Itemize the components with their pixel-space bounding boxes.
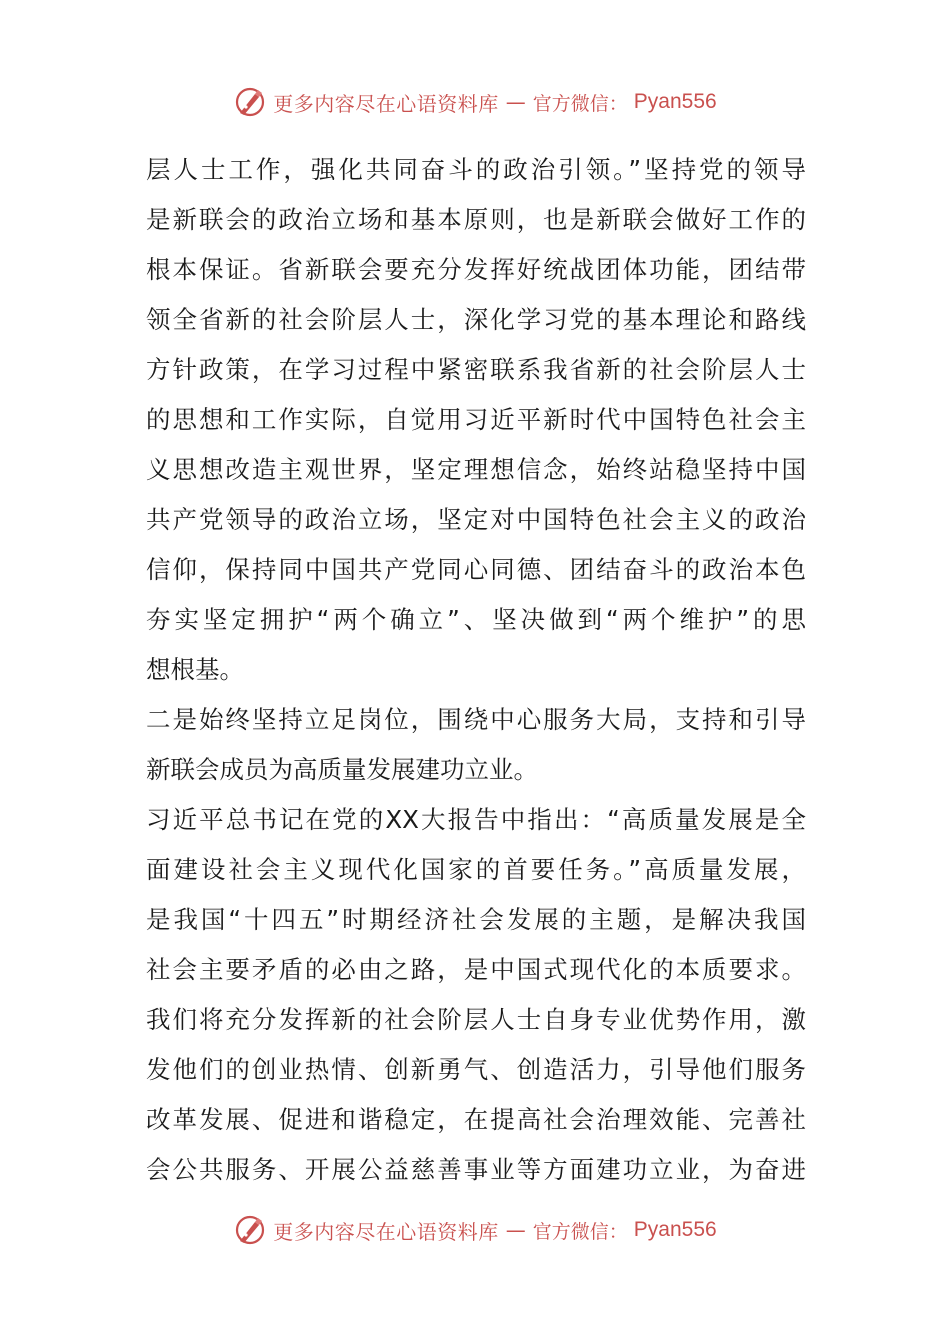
text-line: 的思想和工作实际，自觉用习近平新时代中国特色社会主: [146, 405, 806, 434]
text-line: 是我国“十四五”时期经济社会发展的主题，是解决我国: [146, 905, 806, 934]
text-line: 会公共服务、开展公益慈善事业等方面建功立业，为奋进: [146, 1155, 806, 1184]
header-watermark: [0, 82, 950, 122]
text-line: 新联会成员为高质量发展建功立业。: [146, 755, 538, 784]
text-line: 面建设社会主义现代化国家的首要任务。”高质量发展，: [146, 855, 806, 884]
text-line: 根本保证。省新联会要充分发挥好统战团体功能，团结带: [146, 255, 806, 284]
text-line: 改革发展、促进和谐稳定，在提高社会治理效能、完善社: [146, 1105, 806, 1134]
text-line: 二是始终坚持立足岗位，围绕中心服务大局，支持和引导: [146, 705, 806, 734]
text-line: 想根基。: [146, 655, 244, 684]
text-line: 义思想改造主观世界，坚定理想信念，始终站稳坚持中国: [146, 455, 806, 484]
watermark-wechat-label: 官方微信：: [532, 1220, 628, 1243]
text-line: 我们将充分发挥新的社会阶层人士自身专业优势作用，激: [146, 1005, 806, 1034]
text-line: 是新联会的政治立场和基本原则，也是新联会做好工作的: [146, 205, 806, 234]
watermark-wechat-id: Pyan556: [633, 90, 717, 113]
text-line: 领全省新的社会阶层人士，深化学习党的基本理论和路线: [146, 305, 806, 334]
text-line: 信仰，保持同中国共产党同心同德、团结奋斗的政治本色: [146, 555, 806, 584]
footer-watermark: [0, 1210, 950, 1250]
text-line: 共产党领导的政治立场，坚定对中国特色社会主义的政治: [146, 505, 806, 534]
watermark-dash: —: [505, 1218, 526, 1242]
watermark-site-text: 更多内容尽在心语资料库: [273, 1219, 499, 1244]
pen-logo-icon: [233, 85, 267, 119]
watermark-site-text: 更多内容尽在心语资料库: [273, 91, 499, 116]
text-line: 习近平总书记在党的XX大报告中指出：“高质量发展是全: [146, 805, 806, 834]
watermark-group: [233, 85, 716, 119]
document-body: [146, 145, 806, 1195]
text-line: 方针政策，在学习过程中紧密联系我省新的社会阶层人士: [146, 355, 806, 384]
text-line: 夯实坚定拥护“两个确立”、坚决做到“两个维护”的思: [146, 605, 806, 634]
text-line: 发他们的创业热情、创新勇气、创造活力，引导他们服务: [146, 1055, 806, 1084]
text-line: 社会主要矛盾的必由之路，是中国式现代化的本质要求。: [146, 955, 806, 984]
text-line: 层人士工作，强化共同奋斗的政治引领。”坚持党的领导: [146, 155, 806, 184]
watermark-group: [233, 1213, 716, 1247]
watermark-wechat-label: 官方微信：: [532, 92, 628, 115]
pen-logo-icon: [233, 1213, 267, 1247]
watermark-wechat-id: Pyan556: [633, 1218, 717, 1241]
watermark-dash: —: [505, 90, 526, 114]
